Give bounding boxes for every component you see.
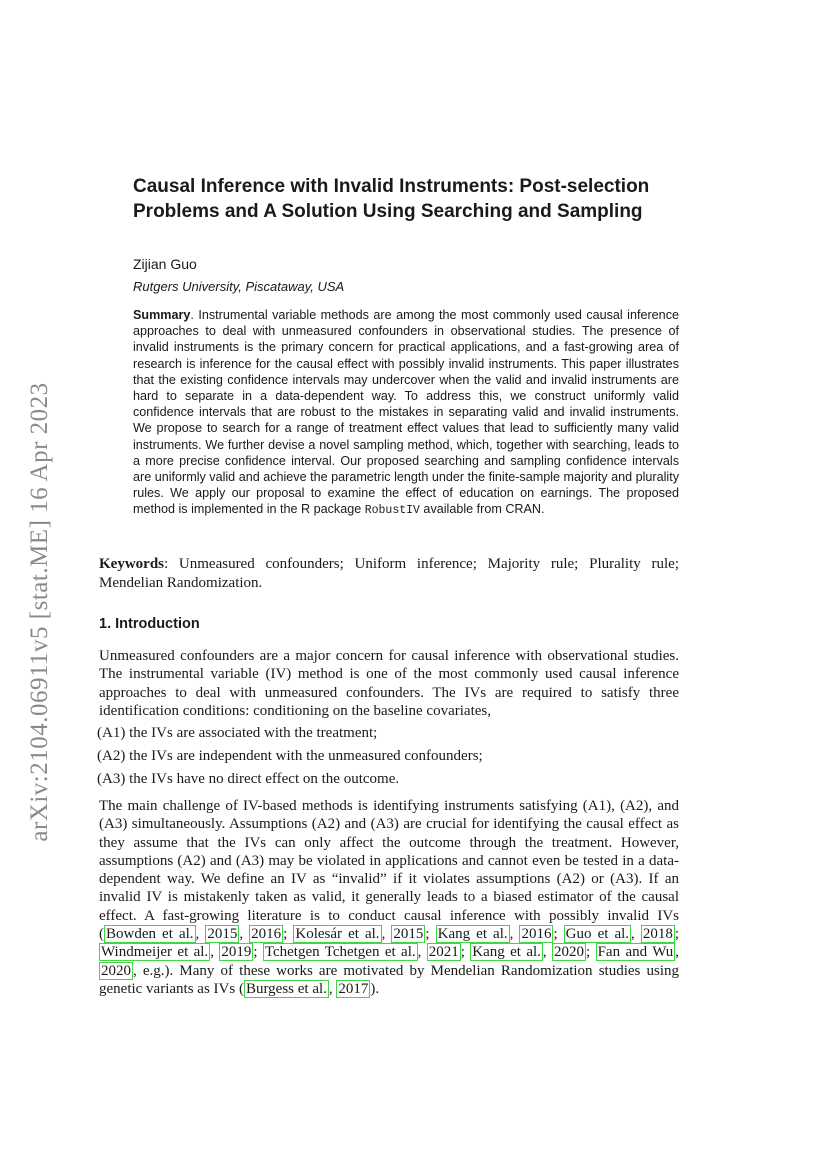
conditions-list xyxy=(97,724,483,793)
keywords xyxy=(99,555,679,593)
paragraph-text: The main challenge of IV-based methods is identifying instruments satisfying (A1), (A2), and (A3) simultaneously. Assumptions (A2) and (A3) are crucial for identifying the causal effect as they assume that the IVs can only affect the outcome through the treatment. However, assumptions (A2) and (A3) may be violated in applications and cannot even be tested in a data-dependent way. We define an IV as “invalid” if it violates assumptions (A2) or (A3). If an invalid IV is mistakenly taken as valid, it generally leads to a biased estimator of the causal effect. A fast-growing literature is to conduct causal inference with possibly invalid IVs ( xyxy=(99,798,679,943)
citation-link[interactable]: Windmeijer et al. xyxy=(101,944,209,961)
citation-link[interactable]: Kolesár et al. xyxy=(295,926,380,943)
citation-link[interactable]: 2020 xyxy=(554,944,585,961)
citation-link[interactable]: Fan and Wu xyxy=(597,944,674,961)
citation-link[interactable]: Bowden et al. xyxy=(106,926,194,943)
summary-text-end: available from CRAN. xyxy=(419,502,545,517)
section-heading: 1. Introduction xyxy=(99,616,200,632)
citation-link[interactable]: Guo et al. xyxy=(565,926,630,943)
condition-a1: (A1) the IVs are associated with the treatment; xyxy=(97,725,378,741)
author-affiliation: Rutgers University, Piscataway, USA xyxy=(133,279,345,294)
condition-a3: (A3) the IVs have no direct effect on the outcome. xyxy=(97,771,400,787)
citation-link[interactable]: 2021 xyxy=(428,944,459,961)
citation-link[interactable]: 2020 xyxy=(101,962,131,979)
summary-abstract xyxy=(133,307,679,520)
intro-paragraph-2: The main challenge of IV-based methods is identifying instruments satisfying (A1), (A2), and (A3) simultaneously. Assumptions (A2) and (A3) are crucial for identifying the causal effect as they assume that the IVs can only affect the outcome through the treatment. However, assumptions (A2) and (A3) may be violated in applications and cannot even be tested in a data-dependent way. We define an IV as “invalid” if it violates assumptions (A2) or (A3). If an invalid IV is mistakenly taken as valid, it generally leads to a biased estimator of the causal effect. A fast-growing literature is to conduct causal inference with possibly invalid IVs ( Bowden et al. , 2015 , 2016 ; Kolesár et al. , 2015 ; Kang et al. , 2016 ; Guo et al. , 2018 ; Windmeijer et al. , 2019 ; Tchetgen Tchetgen et al. , 2021 ; Kang et al. , 2020 ; Fan and Wu , 2020 , e.g.). Many of these works are motivated by Mendelian Randomization studies using genetic variants as IVs ( Burgess et al. , 2017 ). xyxy=(99,798,680,997)
citation-link[interactable]: Kang et al. xyxy=(472,944,541,961)
keywords-text: : Unmeasured confounders; Uniform inference; Majority rule; Plurality rule; Mendelian Randomization. xyxy=(99,556,679,591)
citation-link[interactable]: 2016 xyxy=(251,926,282,943)
citation-link[interactable]: 2016 xyxy=(521,926,552,943)
arxiv-identifier: arXiv:2104.06911v5 [stat.ME] 16 Apr 2023 xyxy=(26,382,53,842)
package-name: RobustIV xyxy=(364,504,420,518)
keywords-label: Keywords xyxy=(99,556,164,572)
citation-link[interactable]: Burgess et al. xyxy=(245,980,327,997)
citation-link[interactable]: 2015 xyxy=(393,926,424,943)
intro-paragraph-1: Unmeasured confounders are a major concern for causal inference with observational studies. The instrumental variable (IV) method is one of the most commonly used causal inference approaches to deal with unmeasured confounders. The IVs are required to satisfy three identification conditions: conditioning on the baseline covariates, xyxy=(99,648,679,719)
paper-title: Causal Inference with Invalid Instruments: Post-selection Problems and A Solution Using Searching and Sampling xyxy=(133,176,650,222)
citation-link[interactable]: Kang et al. xyxy=(437,926,508,943)
citation-link[interactable]: 2018 xyxy=(642,926,673,943)
citation-link[interactable]: 2017 xyxy=(338,980,369,997)
citation-link[interactable]: 2019 xyxy=(221,944,252,961)
condition-a2: (A2) the IVs are independent with the unmeasured confounders; xyxy=(97,748,483,764)
summary-label: Summary xyxy=(133,308,191,322)
author-name: Zijian Guo xyxy=(133,256,197,272)
citation-link[interactable]: 2015 xyxy=(207,926,238,943)
citation-link[interactable]: Tchetgen Tchetgen et al. xyxy=(264,944,416,961)
summary-text: . Instrumental variable methods are among the most commonly used causal inference approaches to deal with unmeasured confounders in observational studies. The presence of invalid instruments is the primary concern for practical applications, and a fast-growing area of research is inference for the causal effect with possibly invalid instruments. This paper illustrates that the existing confidence intervals may undercover when the valid and invalid instruments are hard to separate in a data-dependent way. To address this, we construct uniformly valid confidence intervals that are robust to the mistakes in separating valid and invalid instruments. We propose to search for a range of treatment effect values that lead to sufficiently many valid instruments. We further devise a novel sampling method, which, together with searching, leads to a more precise confidence interval. Our proposed searching and sampling confidence intervals are uniformly valid and achieve the parametric length under the finite-sample majority and plurality rules. We apply our proposal to examine the effect of education on earnings. The proposed method is implemented in the R package xyxy=(133,308,680,517)
